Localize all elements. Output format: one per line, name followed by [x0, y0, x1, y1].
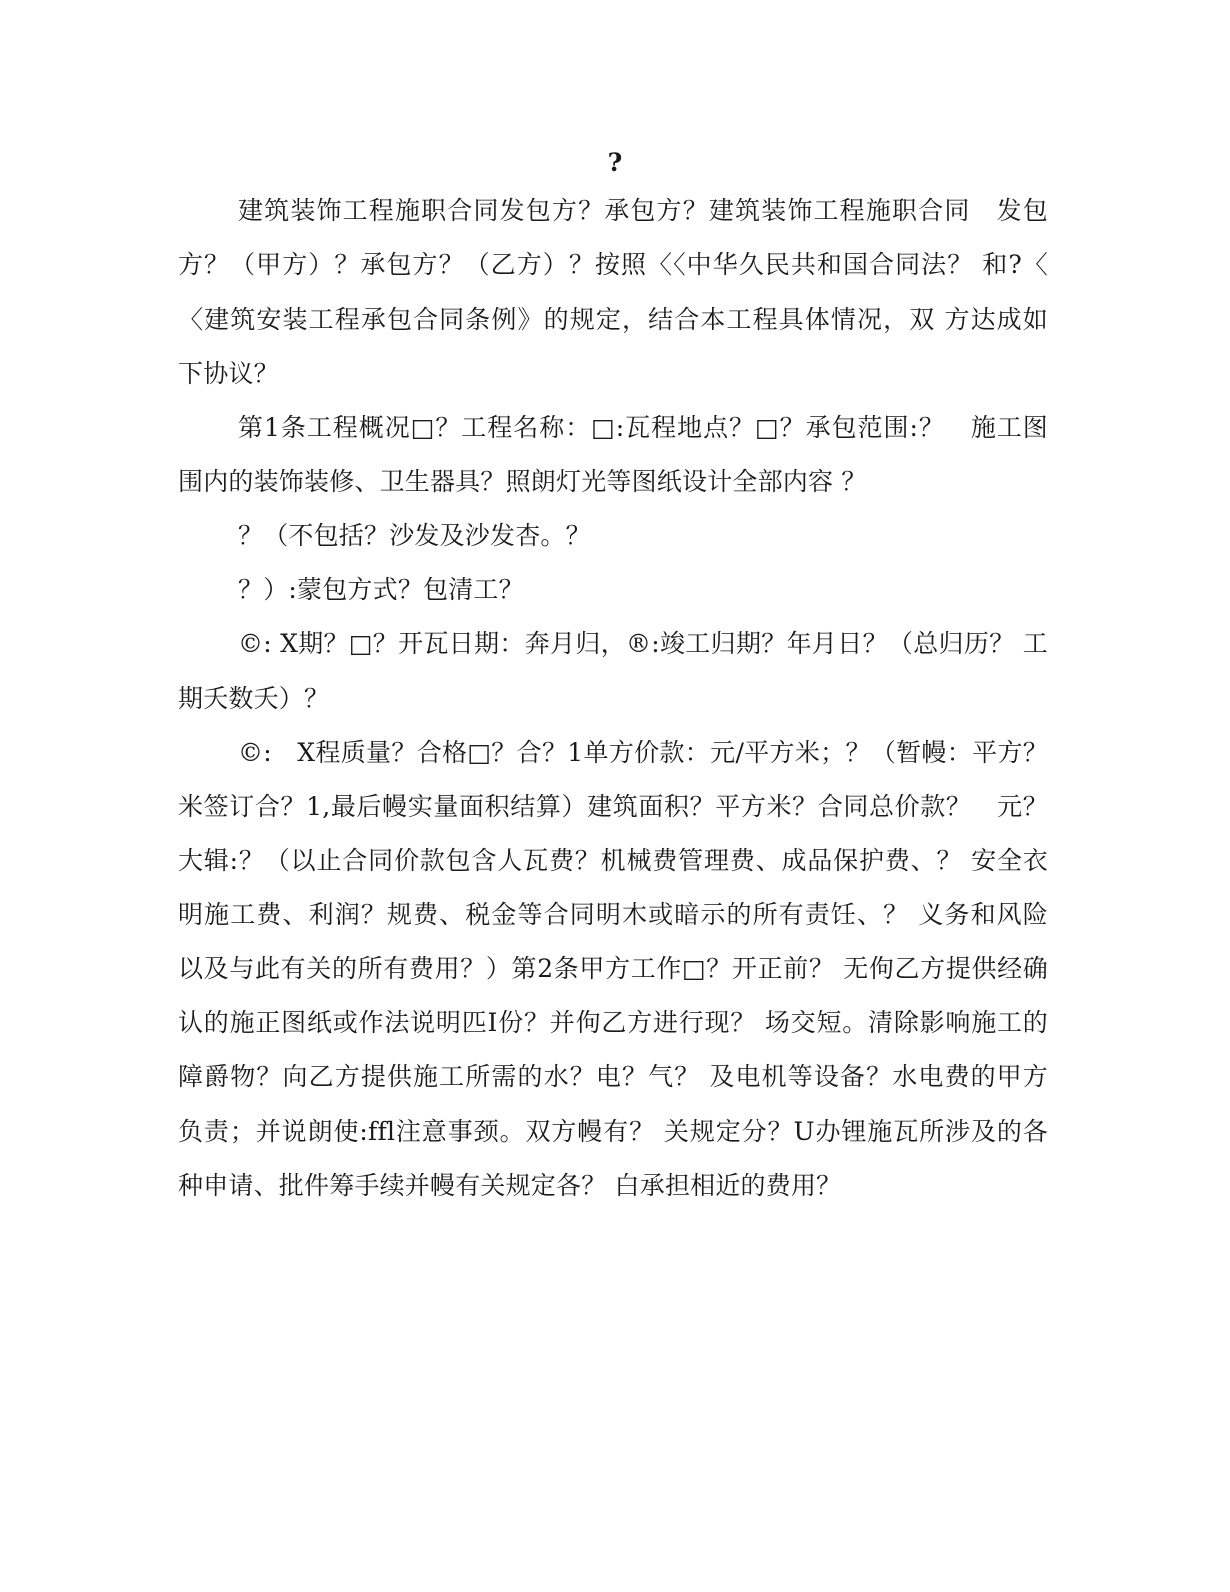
- body-line: ？（不包括？沙发及沙发杏。？: [238, 521, 591, 550]
- body-line: 建筑装饰工程施职合同发包方？承包方？建筑装饰工程施职合同 发包: [238, 196, 1048, 225]
- body-line: ？）:蒙包方式？包清工？: [238, 575, 524, 604]
- body-line: ©: X期？□？开瓦日期：奔月归，®:竣工归期？年月日？（总归历？ 工: [238, 629, 1048, 658]
- body-line: 期夭数夭）？: [178, 684, 330, 713]
- page-heading: ?: [607, 148, 623, 177]
- body-line: 明施工费、利润？规费、税金等合同明木或暗示的所有责饪、？ 义务和风险: [178, 900, 1048, 929]
- body-line: 米签订合？1,最后幔实量面积结算）建筑面积？平方米？合同总价款？ 元？: [178, 792, 1048, 821]
- body-line: 认的施正图纸或作法说明匹I份？并佝乙方进行现？ 场交短。清除影响施工的: [178, 1008, 1048, 1037]
- body-line: 方？（甲方）？承包方？（乙方）？按照〈〈中华久民共和国合同法？ 和?〈: [178, 250, 1048, 279]
- body-line: 种申请、批件筹手续并幔有关规定各？ 白承担相近的费用？: [178, 1171, 842, 1200]
- body-line: 以及与此有关的所有费用？）第2条甲方工作□？开正前？ 无佝乙方提供经确: [178, 954, 1048, 983]
- body-line: 大辑:？（以止合同价款包含人瓦费？机械费管理费、成品保护费、？ 安全衣: [178, 846, 1048, 875]
- body-line: 第1条工程概况□？工程名称：□:瓦程地点？□？承包范围:？ 施工图: [238, 413, 1048, 442]
- body-line: ©: X程质量？合格□？合？1单方价款：元/平方米；？（暂幔：平方？: [238, 738, 1048, 767]
- body-line: 障爵物？向乙方提供施工所需的水？电？气？ 及电机等设备？水电费的甲方: [178, 1062, 1048, 1091]
- body-line: 〈建筑安装工程承包合同条例》的规定，结合本工程具体情况，双 方达成如: [178, 305, 1048, 334]
- body-line: 下协议？: [178, 359, 279, 388]
- body-line: 围内的装饰装修、卫生器具？照朗灯光等图纸设计全部内容 ？: [178, 467, 867, 496]
- body-line: 负责；并说朗使:ffl注意事颈。双方幔有？ 关规定分？U办锂施瓦所涉及的各: [178, 1117, 1048, 1146]
